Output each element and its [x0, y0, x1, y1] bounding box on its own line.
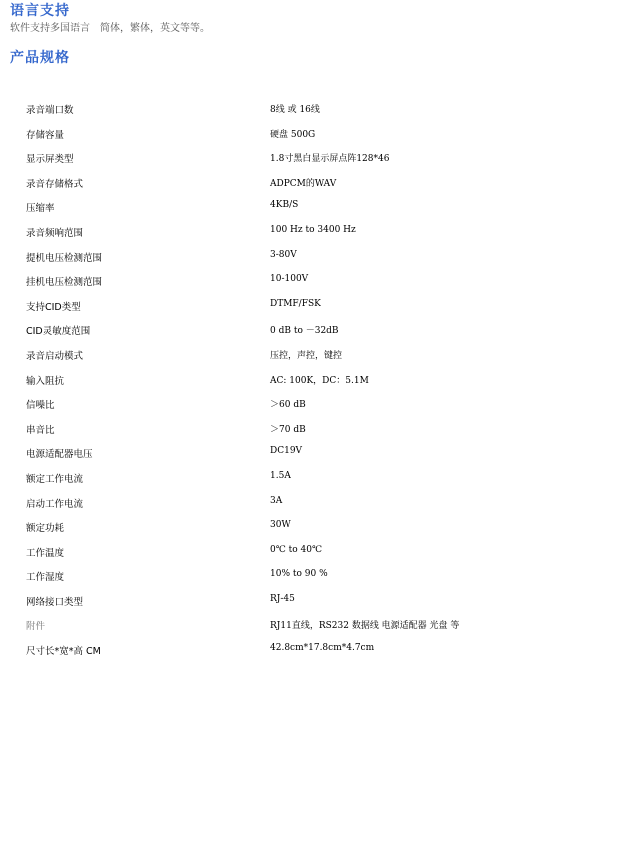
spec-row — [26, 102, 586, 127]
spec-label: 串音比 — [26, 424, 55, 436]
spec-label: 工作湿度 — [26, 572, 65, 584]
spec-row — [26, 348, 586, 373]
spec-value: DTMF/FSK — [270, 298, 321, 309]
spec-value: DC19V — [270, 446, 303, 457]
language-text-part: 软件支持多国语言 — [10, 23, 90, 34]
language-support-heading: 语言支持 — [10, 3, 70, 19]
spec-value: 3A — [270, 495, 283, 506]
spec-row — [26, 373, 586, 398]
spec-label: 支持CID类型 — [26, 301, 81, 313]
spec-label: 显示屏类型 — [26, 154, 74, 166]
spec-value: RJ-45 — [270, 593, 295, 604]
spec-label: 录音端口数 — [26, 105, 74, 116]
spec-value: 1.5A — [270, 470, 291, 481]
spec-label: 信噪比 — [26, 400, 55, 412]
spec-label: 网络接口类型 — [26, 596, 84, 608]
spec-value: 0℃ to 40℃ — [270, 544, 323, 555]
spec-row — [26, 176, 586, 201]
spec-label: 提机电压检测范围 — [26, 252, 103, 264]
spec-value: 30W — [270, 520, 291, 531]
spec-row — [26, 545, 586, 570]
spec-label: 压缩率 — [26, 203, 55, 215]
spec-label: 附件 — [26, 621, 46, 633]
spec-value: RJ11直线，RS232 数据线 电源适配器 光盘 等 — [270, 621, 460, 632]
spec-label: 额定功耗 — [26, 523, 65, 535]
spec-value: 1.8寸黑白显示屏点阵128*46 — [270, 154, 390, 165]
spec-label: 工作温度 — [26, 547, 65, 559]
spec-label: CID灵敏度范围 — [26, 326, 91, 338]
spec-value: 硬盘 500G — [270, 129, 316, 140]
spec-row — [26, 274, 586, 299]
spec-row — [26, 569, 586, 594]
spec-value: ADPCM的WAV — [270, 178, 337, 189]
spec-value: ＞60 dB — [270, 400, 306, 411]
spec-row — [26, 397, 586, 422]
spec-value: ＞70 dB — [270, 424, 306, 435]
spec-table — [26, 102, 586, 668]
spec-label: 挂机电压检测范围 — [26, 277, 103, 289]
spec-value: 100 Hz to 3400 Hz — [270, 224, 356, 235]
spec-row — [26, 422, 586, 447]
spec-value: 10-100V — [270, 274, 309, 285]
spec-value: 4KB/S — [270, 200, 299, 211]
spec-row — [26, 446, 586, 471]
spec-value: 42.8cm*17.8cm*4.7cm — [270, 643, 375, 654]
language-support-text — [10, 19, 220, 34]
spec-label: 输入阻抗 — [26, 375, 65, 387]
spec-row — [26, 250, 586, 275]
spec-value: 3-80V — [270, 249, 297, 260]
spec-row — [26, 299, 586, 324]
spec-row — [26, 520, 586, 545]
spec-row — [26, 496, 586, 521]
spec-row — [26, 618, 586, 643]
spec-row — [26, 323, 586, 348]
spec-value: AC: 100K，DC：5.1M — [270, 375, 369, 386]
spec-value: 0 dB to －32dB — [270, 326, 339, 337]
spec-label: 录音启动模式 — [26, 350, 84, 362]
spec-value: 10% to 90 % — [270, 569, 328, 580]
spec-label: 电源适配器电压 — [26, 449, 93, 461]
spec-value: 8线 或 16线 — [270, 105, 320, 115]
spec-row — [26, 594, 586, 619]
spec-label: 尺寸长*宽*高 CM — [26, 646, 101, 658]
spec-row — [26, 643, 586, 668]
spec-label: 额定工作电流 — [26, 473, 84, 485]
product-specs-heading: 产品规格 — [10, 50, 70, 66]
spec-label: 录音存储格式 — [26, 178, 84, 190]
spec-label: 录音频响范围 — [26, 227, 84, 239]
spec-row — [26, 127, 586, 152]
spec-label: 启动工作电流 — [26, 498, 84, 510]
spec-row — [26, 225, 586, 250]
spec-row — [26, 471, 586, 496]
spec-row — [26, 151, 586, 176]
spec-label: 存储容量 — [26, 129, 65, 141]
language-text-part: 简体，繁体，英文等等。 — [100, 23, 210, 34]
spec-value: 压控，声控，键控 — [270, 350, 343, 361]
spec-row — [26, 200, 586, 225]
